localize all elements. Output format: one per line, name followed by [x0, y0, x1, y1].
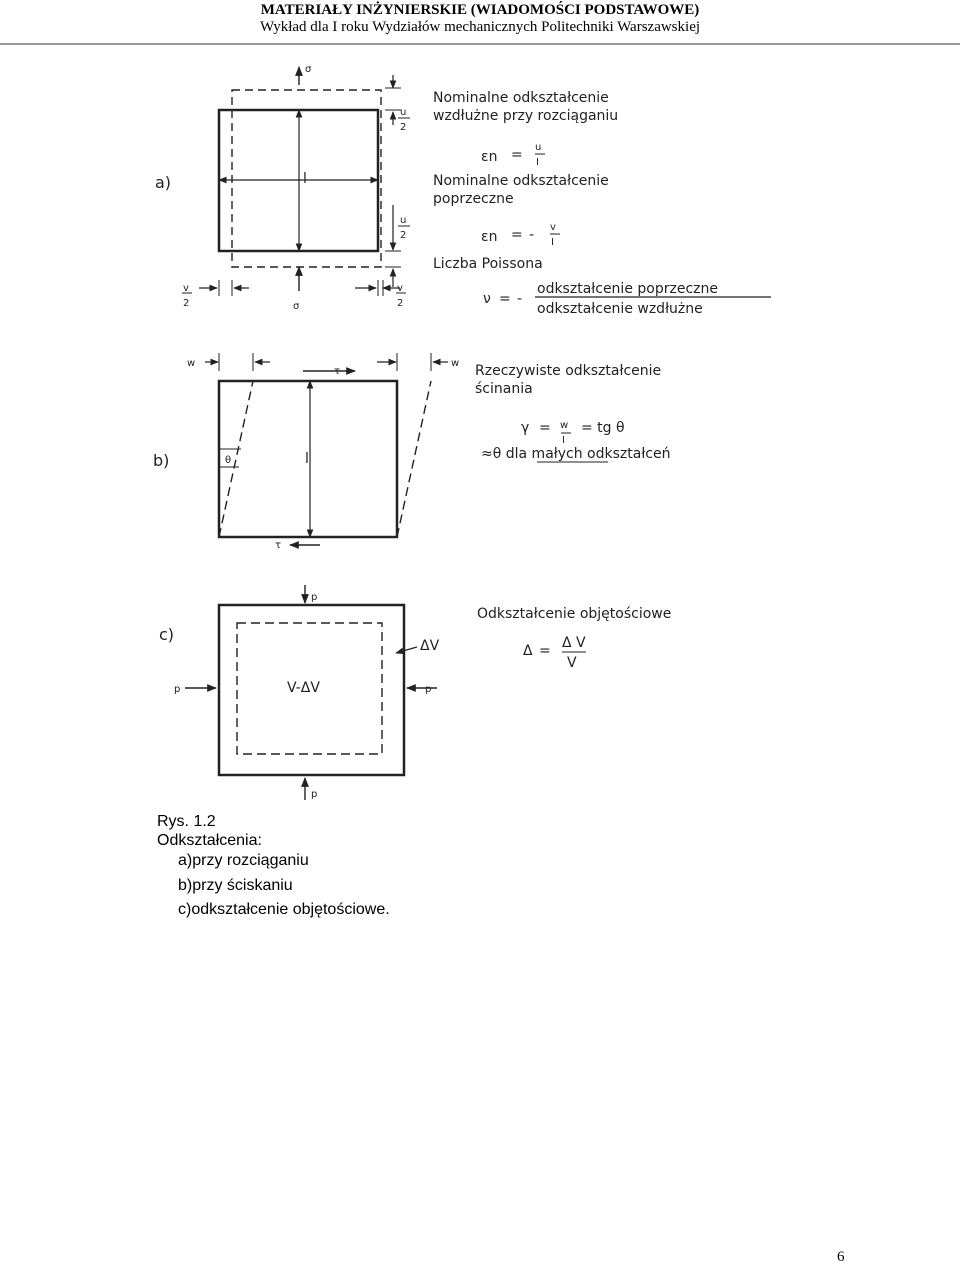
tangent-expression: = tg θ [581, 420, 625, 436]
panel-b-label: b) [153, 451, 170, 470]
header-rule [0, 43, 960, 45]
two-label: 2 [400, 122, 407, 133]
header-title: MATERIAŁY INŻYNIERSKIE (WIADOMOŚCI PODSTAWOWE) [260, 2, 700, 18]
nominal-transverse-line1: Nominalne odkształcenie [433, 173, 609, 189]
w-label: w [451, 358, 460, 369]
panel-c-text [174, 592, 671, 800]
minus-sign: - [529, 227, 535, 243]
p-label: p [311, 789, 318, 800]
dv-pointer-arrow [396, 647, 417, 653]
w-label: w [187, 358, 196, 369]
fraction-denominator: V [567, 655, 577, 671]
poisson-label: Liczba Poissona [433, 256, 543, 272]
caption-item-a: a)przy rozciąganiu [178, 852, 309, 869]
caption-figure-number: Rys. 1.2 [157, 813, 216, 830]
real-shear-line1: Rzeczywiste odkształcenie [475, 363, 662, 379]
v-label: v [397, 283, 403, 294]
two-label: 2 [400, 230, 407, 241]
sigma-top-label: σ [305, 64, 312, 75]
u-label: u [400, 107, 407, 118]
gamma-symbol: γ [521, 420, 530, 436]
small-strain-approx: ≈θ dla małych odkształceń [481, 446, 671, 462]
tau-label: τ [334, 366, 341, 377]
nominal-transverse-line2: poprzeczne [433, 191, 514, 207]
panel-c-label: c) [159, 625, 175, 644]
two-label: 2 [397, 298, 404, 309]
p-label: p [425, 684, 432, 695]
volumetric-strain-title: Odkształcenie objętościowe [477, 606, 672, 622]
panel-b-text [187, 358, 671, 551]
p-label: p [311, 592, 318, 603]
theta-label: θ [225, 455, 232, 466]
page-number: 6 [837, 1249, 845, 1265]
u-label: u [400, 215, 407, 226]
nu-symbol: ν [483, 291, 491, 307]
fraction-denominator: odkształcenie wzdłużne [537, 301, 703, 317]
epsilon-symbol: εn [481, 149, 498, 165]
equals-sign: = [511, 147, 523, 163]
panel-a-text [183, 64, 718, 317]
v-label: v [183, 283, 189, 294]
length-label: l [305, 451, 309, 467]
u-label: u [535, 142, 542, 153]
panel-a-label: a) [155, 173, 172, 192]
p-label: p [174, 684, 181, 695]
caption-heading: Odkształcenia: [157, 832, 262, 849]
nominal-longitudinal-line1: Nominalne odkształcenie [433, 90, 609, 106]
real-shear-line2: ścinania [475, 381, 533, 397]
sheared-edge-right [397, 381, 431, 537]
equals-sign: = [511, 227, 523, 243]
caption-item-b: b)przy ściskaniu [178, 877, 293, 894]
nominal-longitudinal-line2: wzdłużne przy rozciąganiu [433, 108, 619, 124]
equals-sign: = [539, 420, 551, 436]
fraction-numerator: Δ V [562, 635, 586, 651]
caption-item-c: c)odkształcenie objętościowe. [178, 901, 390, 918]
strain-figure [115, 55, 815, 800]
minus-sign: - [517, 291, 523, 307]
equals-sign: = [539, 643, 551, 659]
w-label: w [560, 420, 569, 431]
length-symbol: I [536, 157, 539, 168]
length-label: l [303, 171, 307, 187]
fraction-numerator: odkształcenie poprzeczne [537, 281, 718, 297]
sigma-bottom-label: σ [293, 301, 300, 312]
length-symbol: I [562, 435, 565, 446]
two-label: 2 [183, 298, 190, 309]
header-subtitle: Wykład dla I roku Wydziałów mechanicznych Politechniki Warszawskiej [259, 19, 701, 35]
v-label: v [550, 222, 556, 233]
inner-volume-label: V-ΔV [287, 680, 320, 696]
equals-sign: = [499, 291, 511, 307]
delta-symbol: Δ [523, 643, 533, 659]
epsilon-symbol: εn [481, 229, 498, 245]
length-symbol: I [551, 237, 554, 248]
delta-v-label: ΔV [420, 638, 440, 654]
tau-label: τ [275, 540, 282, 551]
